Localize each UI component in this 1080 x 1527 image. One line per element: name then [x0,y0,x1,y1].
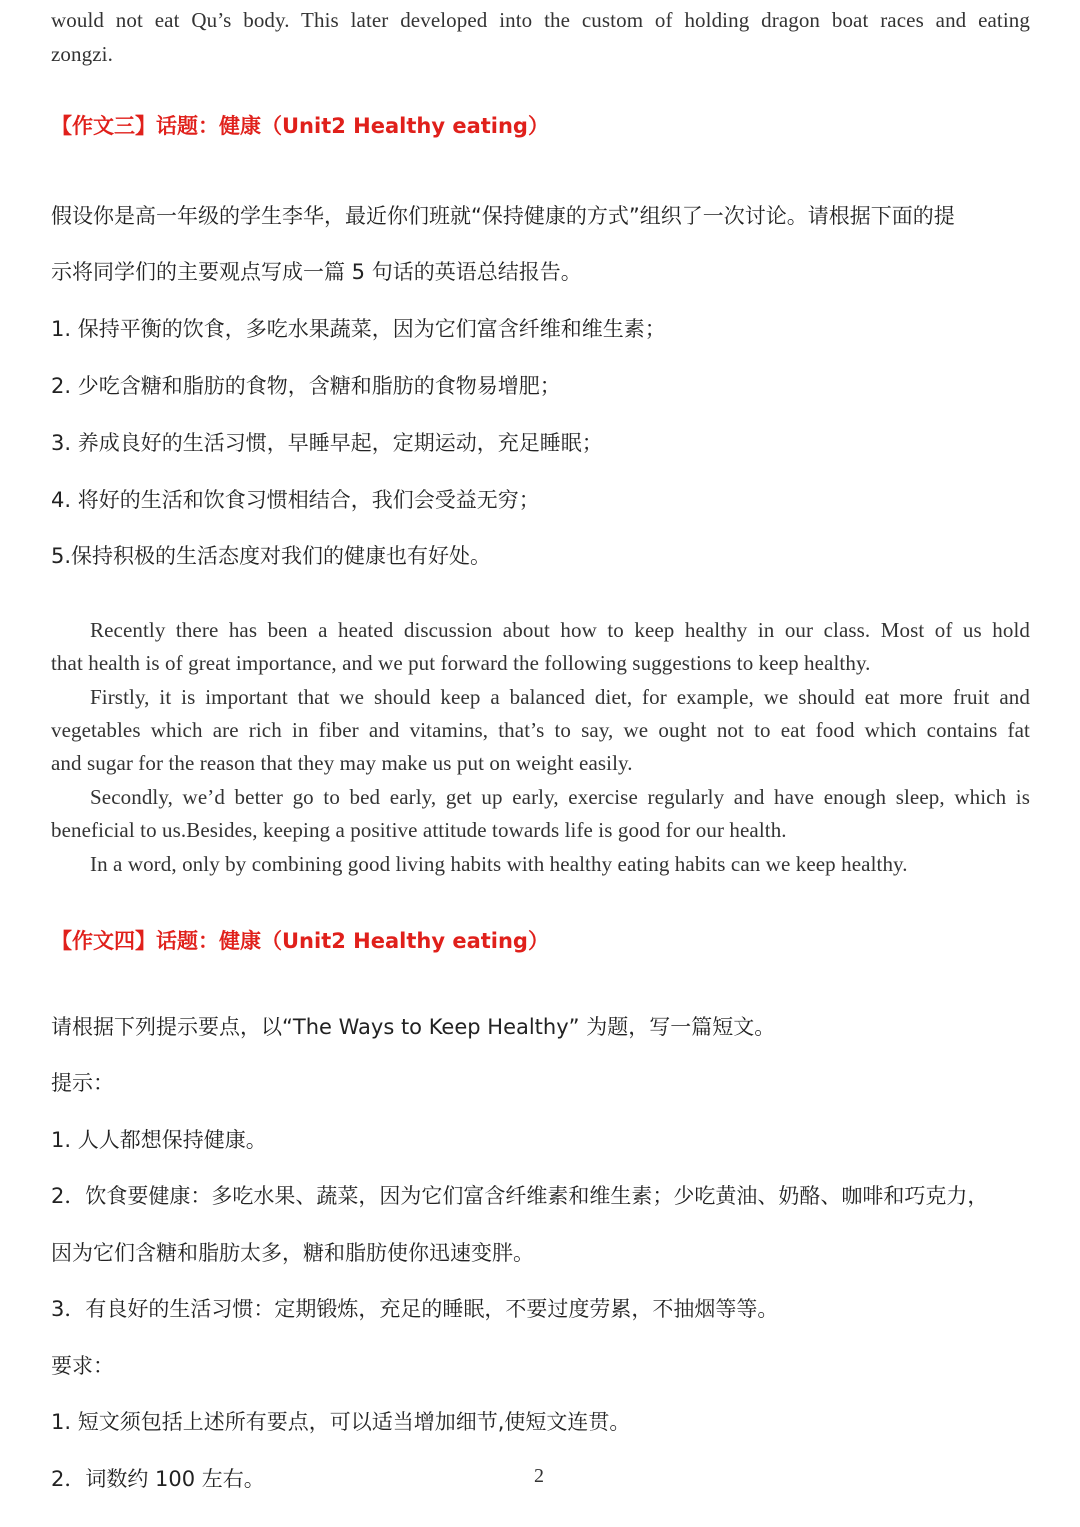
essay3-answer-line-6: Secondly, we’d better go to bed early, get up early, exercise regularly and have enough sleep, which is [90,785,1030,809]
essay4-prompt: 请根据下列提示要点，以“The Ways to Keep Healthy” 为题，写一篇短文。 [51,1015,776,1039]
essay4-heading: 【作文四】话题：健康（Unit2 Healthy eating） [51,929,549,953]
essay4-hint-2-continued: 因为它们含糖和脂肪太多，糖和脂肪使你迅速变胖。 [51,1241,534,1265]
essay3-answer-line-1: Recently there has been a heated discussion about how to keep healthy in our class. Most of us hold [90,618,1030,642]
essay3-heading: 【作文三】话题：健康（Unit2 Healthy eating） [51,114,549,138]
essay3-point-1: 1. 保持平衡的饮食，多吃水果蔬菜，因为它们富含纤维和维生素； [51,317,666,341]
essay3-answer-line-2: that health is of great importance, and we put forward the following suggestions to keep healthy. [51,651,871,675]
essay4-requirement-1: 1. 短文须包括上述所有要点，可以适当增加细节,使短文连贯。 [51,1410,631,1434]
essay3-point-3: 3. 养成良好的生活习惯，早睡早起，定期运动，充足睡眠； [51,431,603,455]
essay4-hints-label: 提示： [51,1071,114,1095]
essay3-point-2: 2. 少吃含糖和脂肪的食物，含糖和脂肪的食物易增肥； [51,374,561,398]
essay4-hint-3: 3．有良好的生活习惯：定期锻炼，充足的睡眠，不要过度劳累，不抽烟等等。 [51,1297,779,1321]
essay3-answer-line-8: In a word, only by combining good living habits with healthy eating habits can we keep healthy. [90,852,908,876]
essay4-hint-1: 1. 人人都想保持健康。 [51,1128,267,1152]
intro-line-2: zongzi. [51,42,113,66]
essay4-requirement-2: 2．词数约 100 左右。 [51,1467,265,1491]
intro-line-1: would not eat Qu’s body. This later developed into the custom of holding dragon boat races and eating [51,8,1030,32]
essay3-answer-line-5: and sugar for the reason that they may make us put on weight easily. [51,751,633,775]
essay4-hint-2: 2．饮食要健康：多吃水果、蔬菜，因为它们富含纤维素和维生素；少吃黄油、奶酪、咖啡和巧克力， [51,1184,989,1208]
essay3-answer-line-7: beneficial to us.Besides, keeping a positive attitude towards life is good for our health. [51,818,787,842]
page-number: 2 [534,1465,544,1487]
essay3-answer-line-3: Firstly, it is important that we should keep a balanced diet, for example, we should eat more fruit and [90,685,1030,709]
essay3-point-4: 4. 将好的生活和饮食习惯相结合，我们会受益无穷； [51,488,540,512]
essay3-point-5: 5.保持积极的生活态度对我们的健康也有好处。 [51,544,492,568]
essay3-prompt-line-1: 假设你是高一年级的学生李华，最近你们班就“保持健康的方式”组织了一次讨论。请根据下面的提 [51,204,955,228]
essay3-prompt-line-2: 示将同学们的主要观点写成一篇 5 句话的英语总结报告。 [51,260,582,284]
essay4-requirements-label: 要求： [51,1354,114,1378]
essay3-answer-line-4: vegetables which are rich in fiber and vitamins, that’s to say, we ought not to eat food which contains fat [51,718,1030,742]
